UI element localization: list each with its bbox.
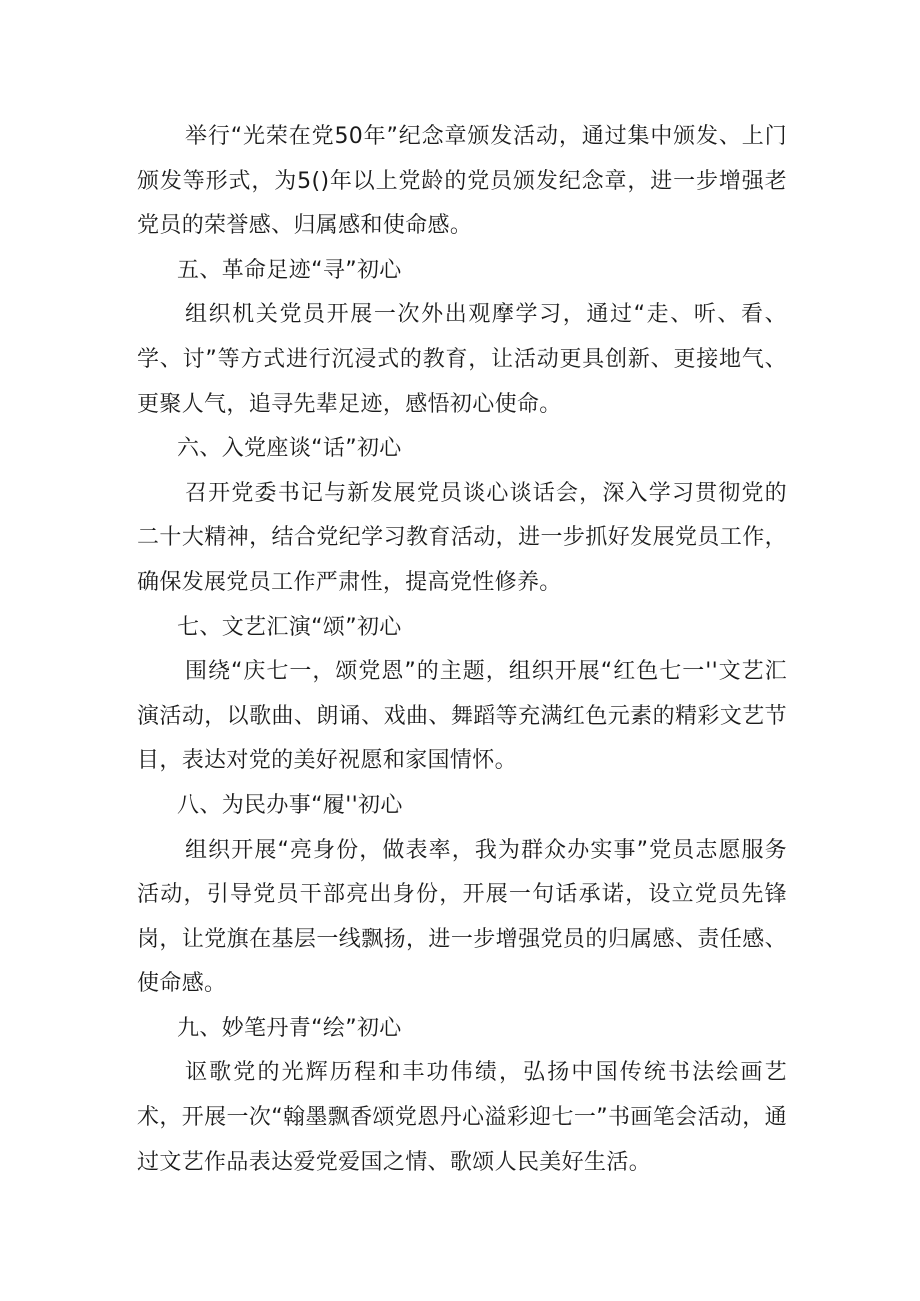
paragraph-section-9: 讴歌党的光辉历程和丰功伟绩，弘扬中国传统书法绘画艺术，开展一次“翰墨飘香颂党恩丹心溢彩迎七一”书画笔会活动，通过文艺作品表达爱党爱国之情、歌颂人民美好生活。 (137, 1060, 787, 1175)
heading-section-8: 八、为民办事“履''初心 (177, 792, 403, 818)
heading-section-7: 七、文艺汇演“颂”初心 (177, 614, 402, 640)
paragraph-section-6: 召开党委书记与新发展党员谈心谈话会，深入学习贯彻党的二十大精神，结合党纪学习教育活动，进一步抓好发展党员工作，确保发展党员工作严肃性，提高党性修养。 (137, 480, 787, 595)
paragraph-commemorative-medal: 举行“光荣在党50年”纪念章颁发活动，通过集中颁发、上门颁发等形式，为5()年以上党龄的党员颁发纪念章，进一步增强老党员的荣誉感、归属感和使命感。 (137, 124, 787, 239)
heading-section-5: 五、革命足迹“寻”初心 (177, 257, 402, 283)
heading-section-9: 九、妙笔丹青“绘”初心 (177, 1015, 402, 1041)
paragraph-section-5: 组织机关党员开展一次外出观摩学习，通过“走、听、看、学、讨”等方式进行沉浸式的教育，让活动更具创新、更接地气、更聚人气，追寻先辈足迹，感悟初心使命。 (137, 302, 787, 417)
heading-section-6: 六、入党座谈“话”初心 (177, 436, 402, 462)
paragraph-section-8: 组织开展“亮身份，做表率，我为群众办实事”党员志愿服务活动，引导党员干部亮出身份，开展一句话承诺，设立党员先锋岗，让党旗在基层一线飘扬，进一步增强党员的归属感、责任感、使命感。 (137, 837, 787, 997)
document-body (137, 115, 787, 1185)
paragraph-section-7: 围绕“庆七一，颂党恩”的主题，组织开展“红色七一''文艺汇演活动，以歌曲、朗诵、戏曲、舞蹈等充满红色元素的精彩文艺节目，表达对党的美好祝愿和家国情怀。 (137, 659, 787, 774)
